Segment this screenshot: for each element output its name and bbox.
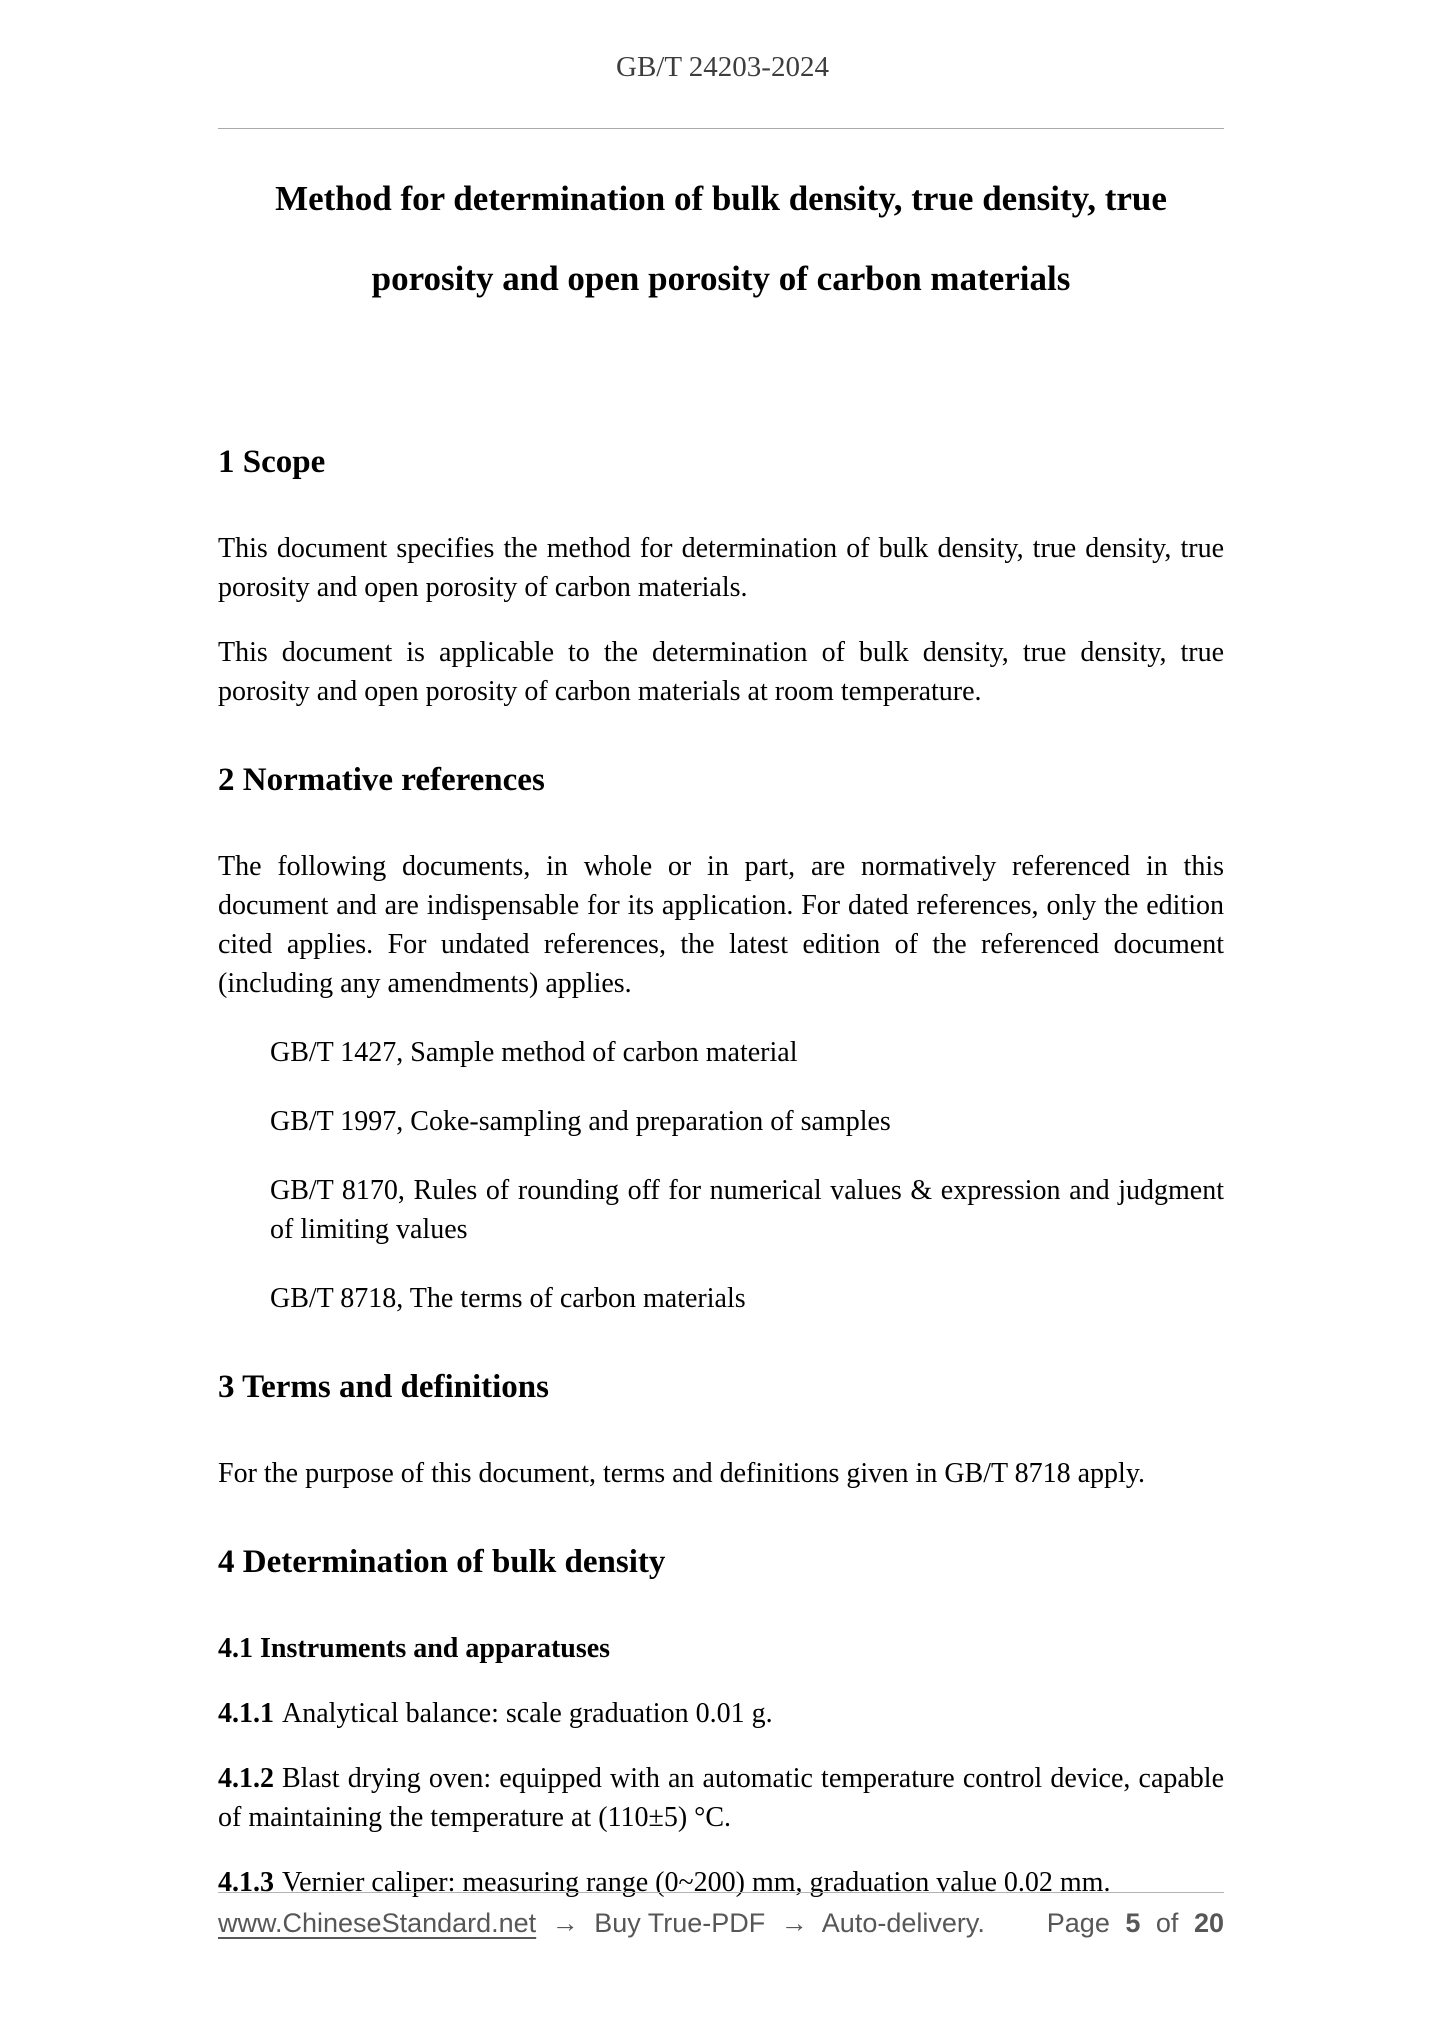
clause-text: Vernier caliper: measuring range (0~200) mm, graduation value 0.02 mm. — [282, 1867, 1111, 1898]
footer-delivery-text: Auto-delivery. — [821, 1908, 985, 1938]
arrow-icon: → — [780, 1908, 808, 1938]
total-pages: 20 — [1193, 1908, 1224, 1938]
document-title — [218, 159, 1224, 319]
footer-info — [218, 1908, 993, 1939]
document-title-line: porosity and open porosity of carbon materials — [371, 259, 1071, 298]
page-indicator — [1039, 1908, 1224, 1939]
paragraph: This document is applicable to the determination of bulk density, true density, true porosity and open porosity of carbon materials at room temperature. — [218, 637, 1224, 707]
paragraph: For the purpose of this document, terms and definitions given in GB/T 8718 apply. — [218, 1458, 1145, 1489]
website-link[interactable]: www.ChineseStandard.net — [218, 1908, 537, 1938]
clause-paragraph — [218, 1759, 1224, 1837]
document-number: GB/T 24203-2024 — [616, 51, 829, 83]
reference-item: GB/T 8718, The terms of carbon materials — [270, 1283, 746, 1314]
section-heading: 3 Terms and definitions — [218, 1369, 549, 1405]
clause-number: 4.1.1 — [218, 1698, 274, 1729]
page-number: 5 — [1125, 1908, 1141, 1938]
footer-buy-text: Buy True-PDF — [594, 1908, 766, 1938]
paragraph: This document specifies the method for determination of bulk density, true density, true porosity and open porosity of carbon materials. — [218, 533, 1224, 603]
page-content — [0, 159, 1445, 1902]
subsection-heading: 4.1 Instruments and apparatuses — [218, 1633, 611, 1664]
clause-text: Blast drying oven: equipped with an automatic temperature control device, capable of maintaining the temperature at (110±5) °C. — [218, 1763, 1224, 1833]
reference-item: GB/T 1997, Coke-sampling and preparation of samples — [270, 1106, 891, 1137]
clause-number: 4.1.2 — [218, 1763, 274, 1794]
clause-paragraph — [218, 1694, 1224, 1733]
of-label: of — [1155, 1908, 1179, 1938]
clause-number: 4.1.3 — [218, 1867, 274, 1898]
page-footer — [218, 1892, 1224, 1939]
reference-item: GB/T 8170, Rules of rounding off for numerical values & expression and judgment of limiting values — [270, 1175, 1224, 1245]
reference-item: GB/T 1427, Sample method of carbon material — [270, 1037, 798, 1068]
page-label: Page — [1046, 1908, 1110, 1938]
section-heading: 2 Normative references — [218, 762, 545, 798]
header-divider — [218, 128, 1224, 129]
document-body — [218, 159, 1224, 1902]
document-title-line: Method for determination of bulk density, true density, true — [275, 179, 1167, 218]
section-heading: 1 Scope — [218, 444, 326, 480]
page-header — [0, 0, 1445, 84]
section-heading: 4 Determination of bulk density — [218, 1544, 666, 1580]
arrow-icon: → — [551, 1908, 579, 1938]
clause-text: Analytical balance: scale graduation 0.01 g. — [282, 1698, 773, 1729]
paragraph: The following documents, in whole or in part, are normatively referenced in this document and are indispensable for its application. For dated references, only the edition cited applies. For undated references, the latest edition of the referenced document (including any amendments) applies. — [218, 851, 1224, 999]
